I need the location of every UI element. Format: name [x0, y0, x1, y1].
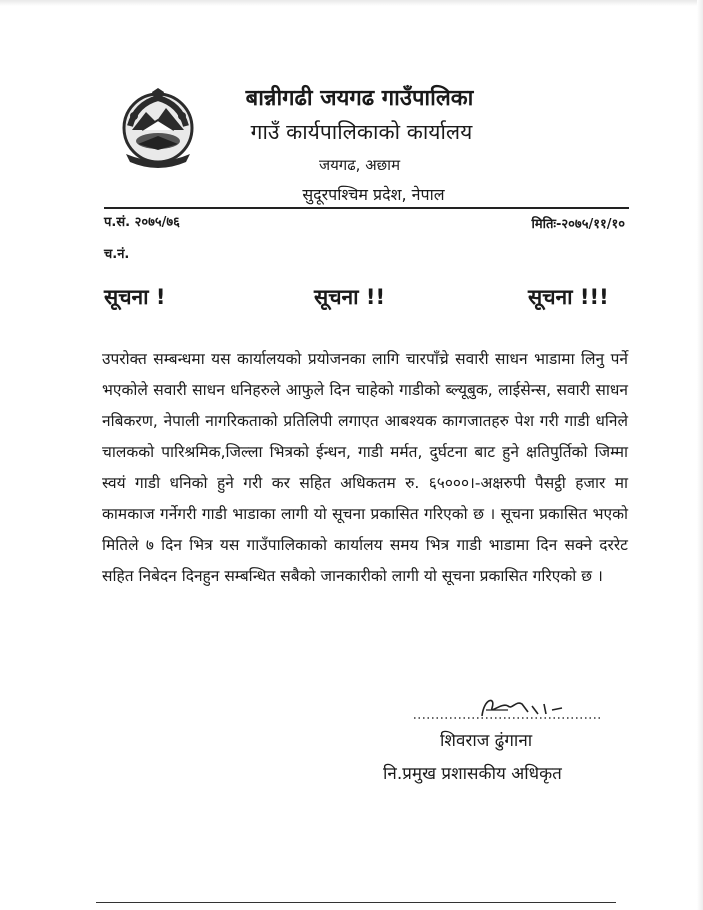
issue-date: मितिः-२०७५/११/१०: [531, 217, 625, 232]
header-divider: [104, 207, 629, 209]
handwritten-signature: [412, 692, 612, 722]
scan-edge-top: [0, 0, 703, 6]
notice-heading-3: सूचना !!!: [528, 285, 609, 309]
dispatch-number: च.नं.: [104, 247, 130, 262]
notice-heading-1: सूचना !: [104, 285, 166, 309]
signer-title: नि.प्रमुख प्रशासकीय अधिकृत: [383, 764, 562, 784]
notice-heading-2: सूचना !!: [314, 285, 386, 309]
footer-divider: [96, 902, 616, 903]
signer-name: शिवराज ढुंगाना: [440, 731, 533, 751]
notice-body: उपरोक्त सम्बन्धमा यस कार्यालयको प्रयोजनका लागि चारपाँच्रे सवारी साधन भाडामा लिनु पर्ने भएकोले सवारी साधन धनिहरुले आफुले दिन चाहेको गाडीको ब्ल्यूबुक, लाईसेन्स, सवारी साधन नबिकरण, नेपाली नागरिकताको प्रतिलिपी लगाएत आबश्यक कागजातहरु पेश गरी गाडी धनिले चालकको पारिश्रमिक,जिल्ला भित्रको ईन्धन, गाडी मर्मत, दुर्घटना बाट हुने क्षतिपुर्तिको जिम्मा स्वयं गाडी धनिको हुने गरी कर सहित अधिकतम रु. ६५०००।-अक्षरुपी पैसट्ठी हजार मा कामकाज गर्नेगरी गाडी भाडाका लागी यो सूचना प्रकासित गरिएको छ । सूचना प्रकासित भएको मितिले ७ दिन भित्र यस गाउँपालिकाको कार्यालय समय भित्र गाडी भाडामा दिन सक्ने दररेट सहित निबेदन दिनहुन सम्बन्धित सबैको जानकारीको लागी यो सूचना प्रकासित गरिएको छ ।: [102, 350, 628, 585]
org-name: बान्नीगढी जयगढ गाउँपालिका: [245, 86, 474, 111]
address-line-2: सुदूरपश्चिम प्रदेश, नेपाल: [302, 185, 445, 204]
reference-number: प.सं. २०७५/७६: [104, 215, 180, 230]
address-line-1: जयगढ, अछाम: [318, 156, 401, 174]
office-name: गाउँ कार्यपालिकाको कार्यालय: [250, 120, 473, 144]
